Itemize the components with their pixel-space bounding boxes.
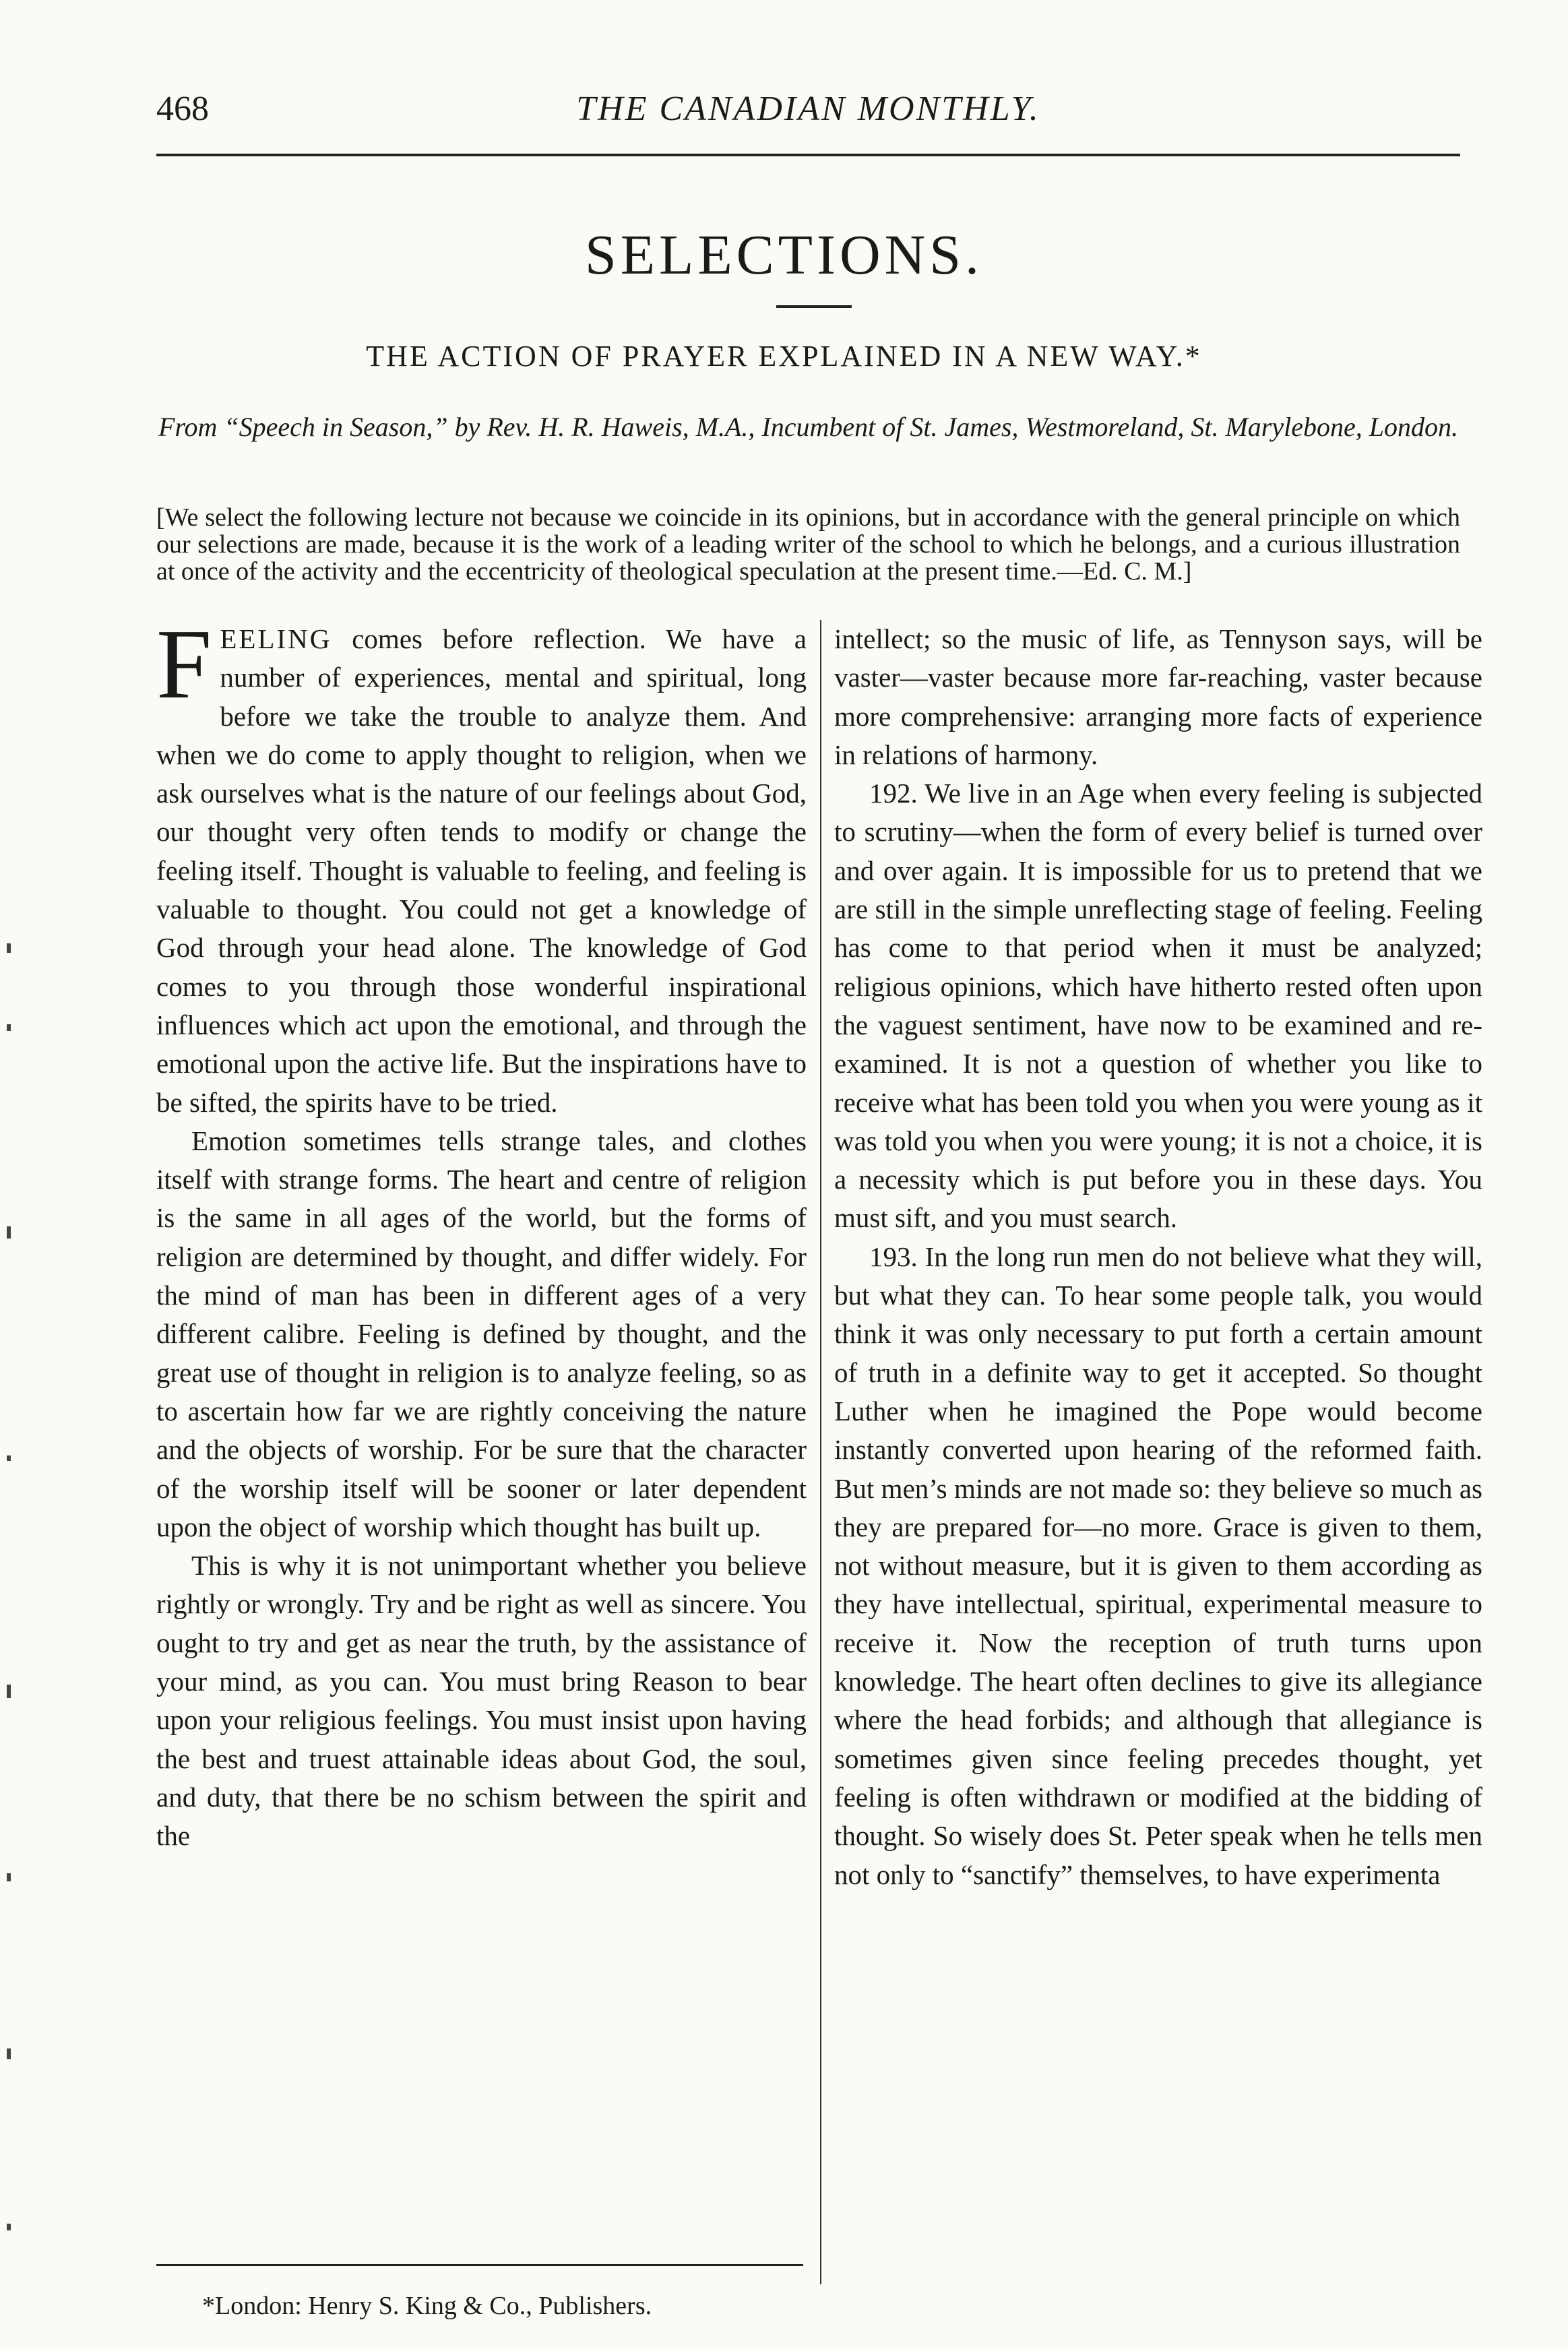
lead-word: EELING xyxy=(220,623,332,654)
paragraph: Emotion sometimes tells strange tales, and clothes itself with strange forms. The heart and centre of religion is the same in all ages of the world, but the forms of religion are determined by thought, and differ widely. For the mind of man has been in different ages of a very different calibre. Feeling is defined by thought, and the great use of thought in religion is to analyze feeling, so as to ascertain how far we are rightly conceiving the nature and the objects of worship. For be sure that the character of the worship itself will be sooner or later dependent upon the object of worship which thought has built up. xyxy=(156,1125,807,1542)
header-rule xyxy=(156,154,1460,156)
page-number: 468 xyxy=(156,90,209,128)
article-source: From “Speech in Season,” by Rev. H. R. Haweis, M.A., Incumbent of St. James, Westmoreland, St. Marylebone, London. xyxy=(158,412,1458,442)
scan-mark xyxy=(7,1685,11,1698)
article-title: THE ACTION OF PRAYER EXPLAINED IN A NEW WAY.* xyxy=(366,340,1202,373)
scan-mark xyxy=(7,1873,11,1881)
right-column xyxy=(834,620,1482,1894)
running-head xyxy=(156,89,1460,136)
scan-mark xyxy=(7,2224,11,2230)
paragraph-text: comes before reflection. We have a number of experiences, mental and spiritual, long before we take the trouble to analyze them. And when we do come to apply thought to religion, when we ask ourselves what is the nature of our feelings about God, our thought very often tends to modify or change the feeling itself. Thought is valuable to feeling, and feeling is valuable to thought. You could not get a knowledge of God through your head alone. The knowledge of God comes to you through those wonderful inspirational influences which act upon the emotional, and through the emotional upon the active life. But the inspirations have to be sifted, the spirits have to be tried. xyxy=(156,623,807,1118)
paragraph: This is why it is not unimportant whether you believe rightly or wrongly. Try and be right as well as sincere. You ought to try and get as near the truth, by the assistance of your mind, as you can. You must bring Reason to bear upon your religious feelings. You must insist upon having the best and truest attainable ideas about God, the soul, and duty, that there be no schism between the spirit and the xyxy=(156,1550,807,1852)
paragraph: 193. In the long run men do not believe what they will, but what they can. To hear some people talk, you would think it was only necessary to put forth a certain amount of truth in a definite way to get it accepted. So thought Luther when he imagined the Pope would become instantly converted upon hearing of the reformed faith. But men’s minds are not made so: they believe so much as they are prepared for—no more. Grace is given to them, not without measure, but it is given to them according as they have intellectual, spiritual, experimental measure to receive it. Now the reception of truth turns upon knowledge. The heart often declines to give its allegiance where the head forbids; and although that allegiance is sometimes given since feeling precedes thought, yet feeling is often withdrawn or modified at the bidding of thought. So wisely does St. Peter speak when he tells men not only to “sanctify” themselves, to have experimenta xyxy=(834,1241,1482,1890)
margin-scan-marks xyxy=(7,943,27,2291)
scan-mark xyxy=(7,2048,11,2059)
footnote: *London: Henry S. King & Co., Publishers. xyxy=(202,2292,652,2320)
column-divider xyxy=(820,620,821,2284)
left-column xyxy=(156,609,807,1856)
drop-cap: F xyxy=(156,609,212,720)
journal-title: THE CANADIAN MONTHLY. xyxy=(576,90,1040,128)
scan-mark xyxy=(7,1226,11,1239)
editor-note: [We select the following lecture not because we coincide in its opinions, but in accordance with the general principle on which our selections are made, because it is the work of a leading writer of the school to which he belongs, and a curious illustration at once of the activity and the eccentricity of theological speculation at the present time.—Ed. C. M.] xyxy=(156,503,1460,586)
paragraph: intellect; so the music of life, as Tennyson says, will be vaster—vaster because more far-reaching, vaster because more comprehensive: arranging more facts of experience in relations of harmony. xyxy=(834,623,1482,770)
paragraph xyxy=(156,609,807,1122)
footnote-rule xyxy=(156,2264,803,2266)
scan-mark xyxy=(7,1455,11,1461)
section-title: SELECTIONS. xyxy=(585,224,983,286)
title-divider xyxy=(776,305,852,308)
scan-mark xyxy=(7,1024,11,1031)
paragraph: 192. We live in an Age when every feeling is subjected to scrutiny—when the form of every belief is turned over and over again. It is impossible for us to pretend that we are still in the simple unreflecting stage of feeling. Feeling has come to that period when it must be analyzed; religious opinions, which have hitherto rested often upon the vaguest sentiment, have now to be examined and re-examined. It is not a question of whether you like to receive what has been told you when you were young as it was told you when you were young; it is not a choice, it is a necessity which is put before you in these days. You must sift, and you must search. xyxy=(834,778,1482,1234)
scan-mark xyxy=(7,943,11,953)
